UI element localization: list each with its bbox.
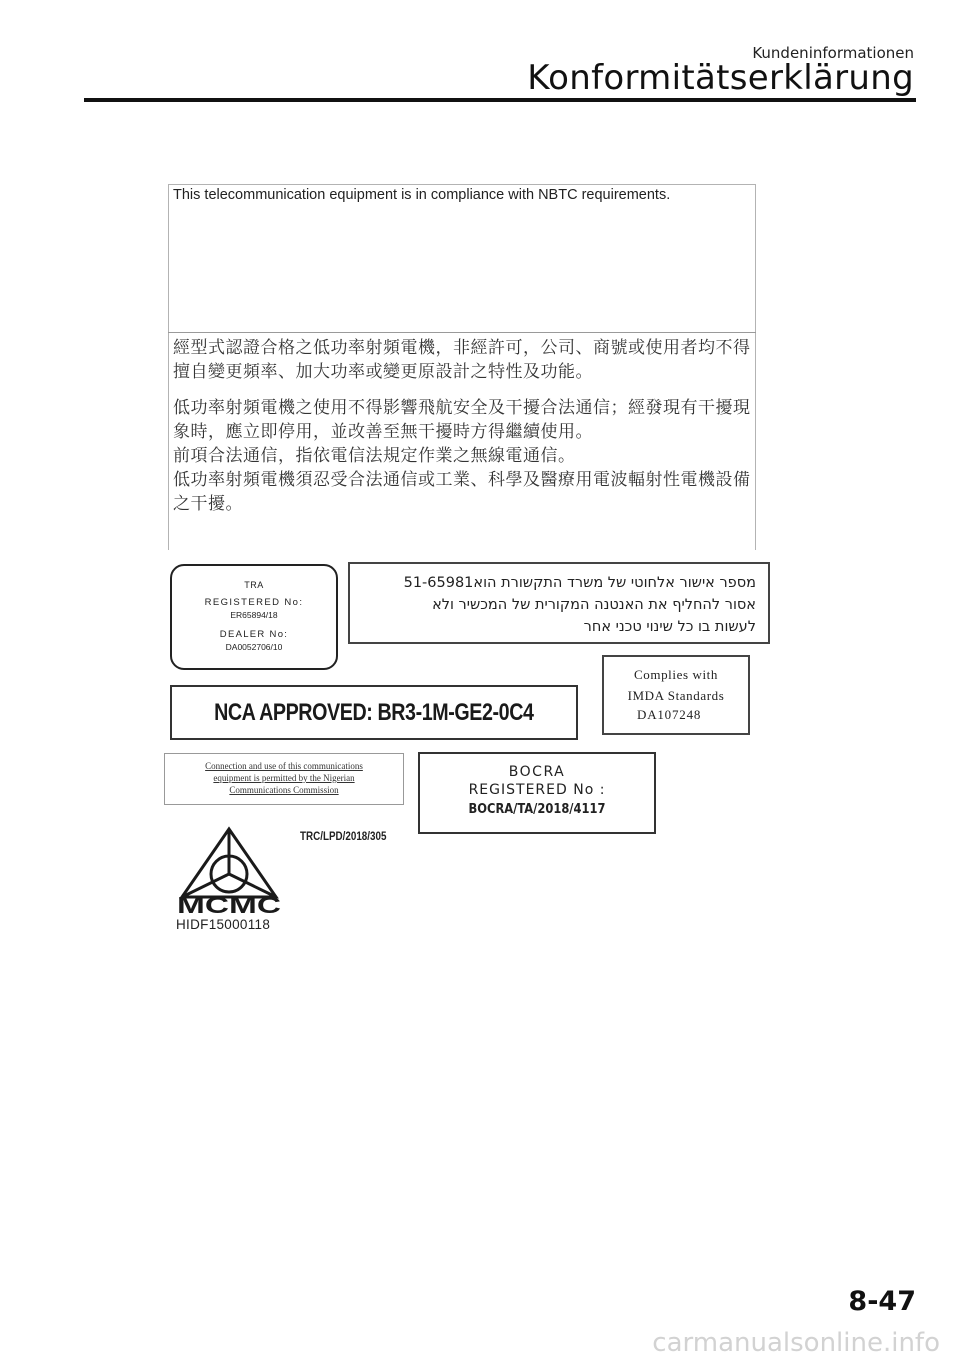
ncc-paragraph-2: [173, 396, 753, 516]
trc-code: TRC/LPD/2018/305: [300, 829, 387, 843]
nca-text: NCA APPROVED: BR3-1M-GE2-0C4: [214, 698, 534, 726]
imda-line-2: IMDA Standards: [627, 688, 725, 703]
bocra-line-1: BOCRA: [508, 764, 566, 780]
tra-title: TRA: [244, 580, 264, 590]
mcmc-id: HIDF15000118: [176, 917, 271, 932]
page-number: 8-47: [848, 1286, 916, 1317]
ncc-line: 經型式認證合格之低功率射頻電機，非經許可，公司、商號或使用者均不得: [173, 338, 751, 358]
ncc-line: 擅自變更頻率、加大功率或變更原設計之特性及功能。: [173, 362, 593, 382]
ncc-line: 前項合法通信，指依電信法規定作業之無線電通信。: [173, 446, 576, 466]
bocra-label: [418, 752, 656, 834]
tra-dealer-value: DA0052706/10: [225, 642, 283, 652]
mcmc-triangle-icon: [178, 826, 280, 900]
section-label: Kundeninformationen: [752, 44, 914, 62]
ncc-line: 低功率射頻電機須忍受合法通信或工業、科學及醫療用電波輻射性電機設備: [173, 470, 751, 490]
ncc-paragraph-1: [173, 336, 753, 384]
ncc-line: 象時，應立即停用，並改善至無干擾時方得繼續使用。: [173, 422, 593, 442]
tra-dealer-label: DEALER No:: [219, 629, 289, 640]
nigeria-line: equipment is permitted by the Nigerian: [213, 773, 355, 783]
nbtc-statement: This telecommunication equipment is in compliance with NBTC requirements.: [173, 187, 671, 203]
ncc-line: 低功率射頻電機之使用不得影響飛航安全及干擾合法通信；經發現有干擾現: [173, 398, 751, 418]
tra-registered-label: REGISTERED No:: [204, 597, 304, 608]
mcmc-wordmark-text: MCMC: [177, 894, 281, 916]
imda-label: [602, 655, 750, 735]
israel-line: אסור להחליף את האנטנה המקורית של המכשיר ולא: [432, 597, 756, 613]
imda-line-3: DA107248: [637, 707, 702, 722]
tra-registered-value: ER65894/18: [230, 610, 278, 620]
watermark: carmanualsonline.info: [652, 1328, 940, 1358]
tra-label: [170, 564, 338, 670]
israel-label: [348, 562, 770, 644]
nigeria-label: [164, 753, 404, 805]
ncc-divider: [168, 332, 756, 333]
nigeria-line: Communications Commission: [229, 785, 339, 795]
header-rule: [84, 98, 916, 102]
ncc-line: 之干擾。: [173, 494, 243, 514]
imda-line-1: Complies with: [634, 667, 718, 682]
israel-line: לעשות בו כל שינוי טכני אחר: [583, 619, 756, 635]
nigeria-line: Connection and use of this communications: [205, 761, 363, 771]
bocra-line-3: BOCRA/TA/2018/4117: [468, 801, 606, 817]
page-title: Konformitätserklärung: [527, 58, 914, 98]
mcmc-wordmark: [174, 894, 284, 916]
nca-label: [170, 685, 578, 740]
israel-line: מספר אישור אלחוטי של משרד התקשורת הוא51-65981: [403, 575, 756, 591]
bocra-line-2: REGISTERED No :: [468, 782, 606, 798]
